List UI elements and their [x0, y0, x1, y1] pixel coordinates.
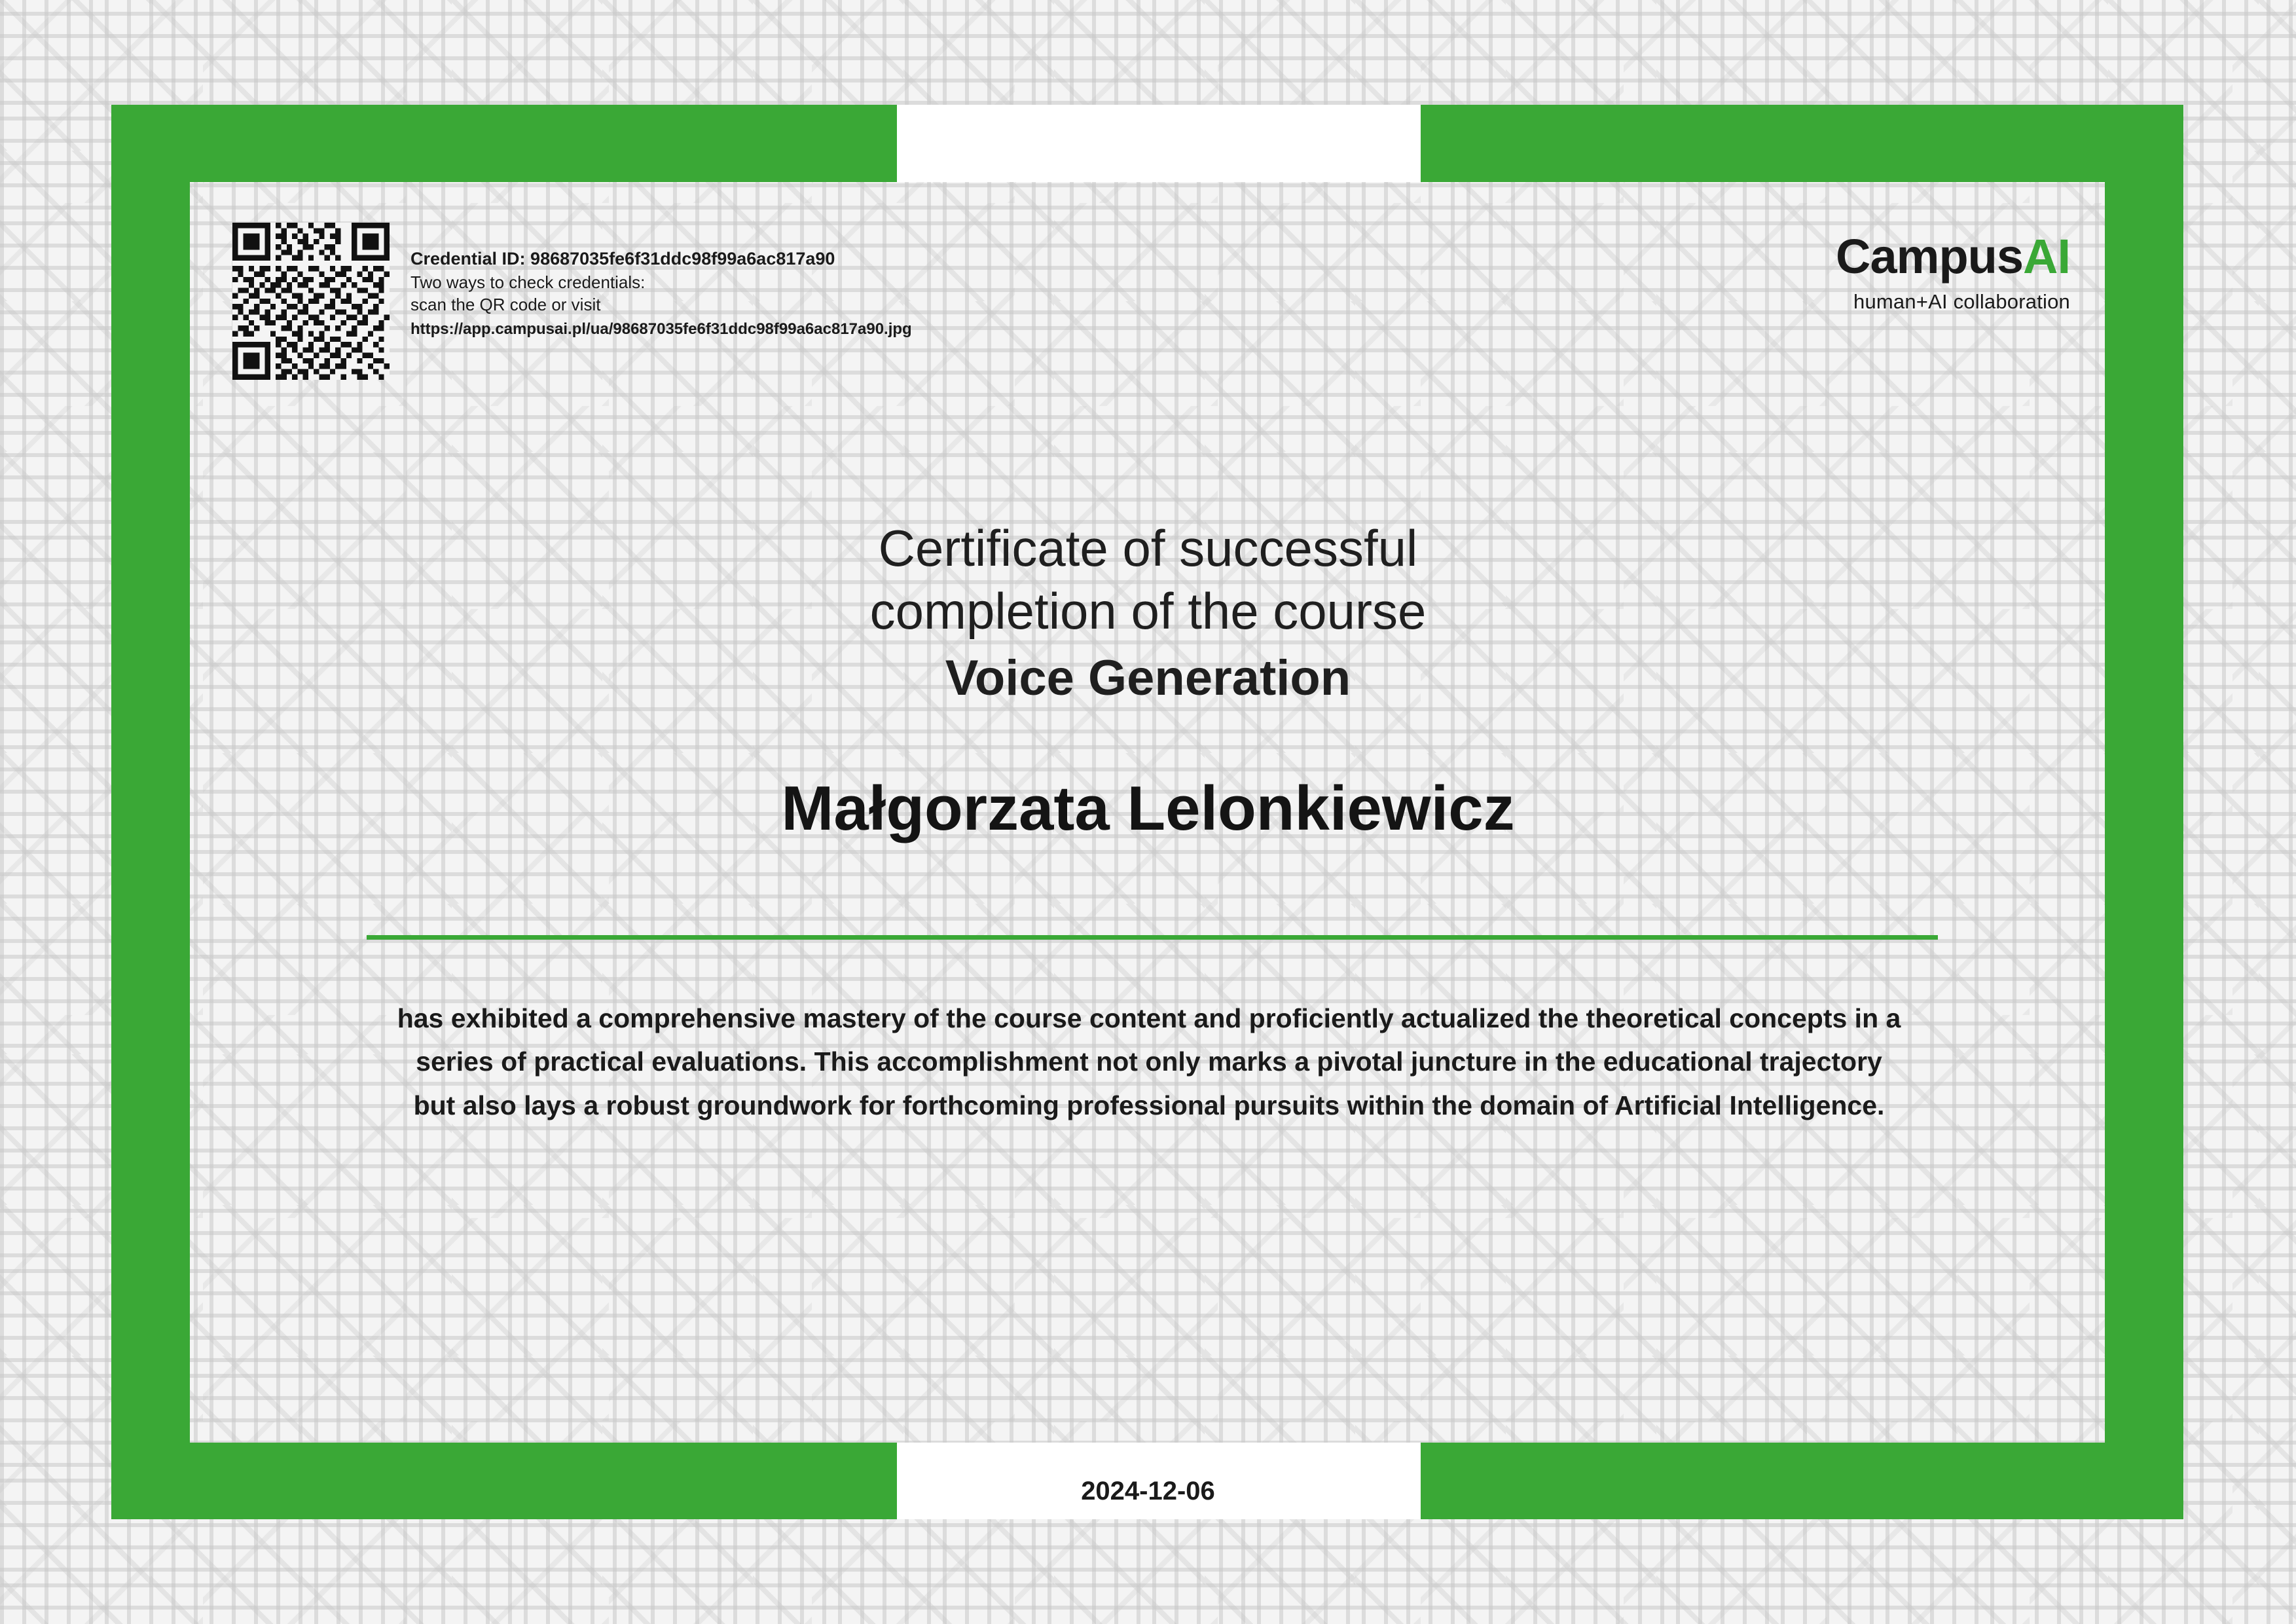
credential-instruction-line-2: scan the QR code or visit — [410, 294, 601, 314]
title-line-1: Certificate of successful — [878, 519, 1418, 577]
course-name: Voice Generation — [945, 650, 1351, 706]
divider-rule — [367, 935, 1938, 940]
credential-block — [232, 223, 912, 380]
campusai-logo — [1836, 229, 2070, 314]
frame-notch-top — [897, 105, 1421, 183]
credential-url[interactable]: https://app.campusai.pl/ua/98687035fe6f31ddc98f99a6ac817a90.jpg — [410, 320, 912, 339]
logo-tagline: human+AI collaboration — [1853, 290, 2070, 313]
certificate-title — [0, 517, 2296, 707]
credential-id-value: 98687035fe6f31ddc98f99a6ac817a90 — [530, 249, 835, 268]
recipient-name: Małgorzata Lelonkiewicz — [781, 773, 1515, 843]
issue-date: 2024-12-06 — [1081, 1477, 1215, 1505]
certificate-body-text: has exhibited a comprehensive mastery of the course content and proficiently actualized the theoretical concepts in a series of practical evaluations. This accomplishment not only marks a pivotal juncture in the educational trajectory but also lays a robust groundwork for forthcoming professional pursuits within the domain of Artificial Intelligence. — [397, 1003, 1901, 1120]
logo-brand-second: AI — [2023, 229, 2070, 284]
credential-text — [410, 248, 912, 340]
qr-code-icon — [232, 223, 390, 380]
logo-brand-first: Campus — [1836, 229, 2023, 284]
title-line-2: completion of the course — [869, 581, 1427, 640]
logo-wordmark — [1836, 229, 2070, 284]
credential-id-label: Credential ID: — [410, 249, 526, 268]
credential-id-line — [410, 248, 912, 271]
credential-instruction-line-1: Two ways to check credentials: — [410, 272, 646, 292]
